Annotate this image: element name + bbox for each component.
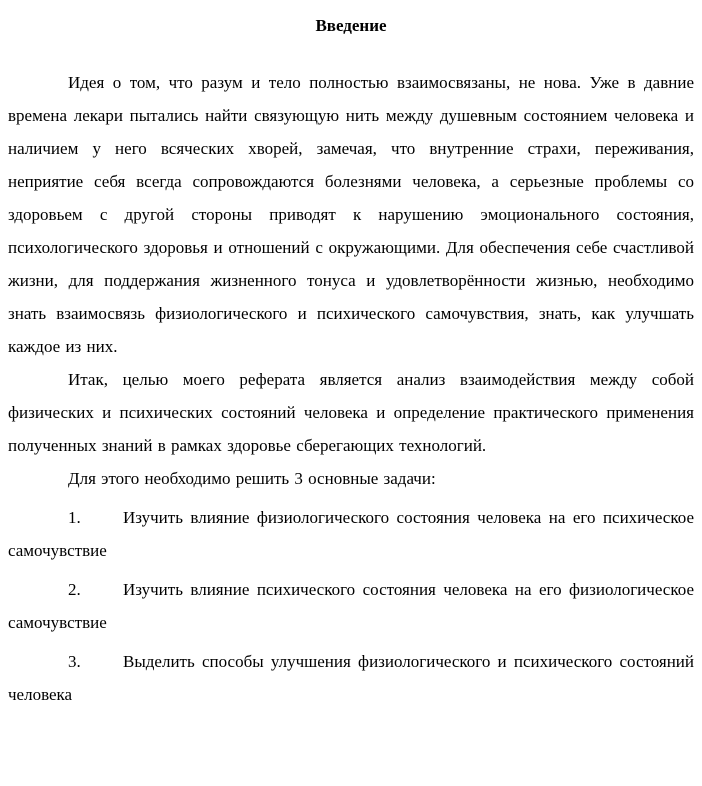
- list-item: [8, 501, 694, 567]
- list-item-number: 1.: [68, 508, 81, 527]
- list-item: [8, 573, 694, 639]
- list-item-number: 3.: [68, 652, 81, 671]
- paragraph-intro: Идея о том, что разум и тело полностью взаимосвязаны, не нова. Уже в давние времена лекари пытались найти связующую нить между душевным состоянием человека и наличием у него всяческих хворей, замечая, что внутренние страхи, переживания, неприятие себя всегда сопровождаются болезнями человека, а серьезные проблемы со здоровьем с другой стороны приводят к нарушению эмоционального состояния, психологического здоровья и отношений с окружающими. Для обеспечения себе счастливой жизни, для поддержания жизненного тонуса и удовлетворённости жизнью, необходимо знать взаимосвязь физиологического и психического самочувствия, знать, как улучшать каждое из них.: [8, 73, 694, 356]
- paragraph-goal: Итак, целью моего реферата является анализ взаимодействия между собой физических и психических состояний человека и определение практического применения полученных знаний в рамках здоровье сберегающих технологий.: [8, 370, 694, 455]
- list-item-text: Выделить способы улучшения физиологического и психического состояний человека: [8, 652, 694, 704]
- list-item: [8, 645, 694, 711]
- list-item-text: Изучить влияние физиологического состояния человека на его психическое самочувствие: [8, 508, 694, 560]
- list-item-number: 2.: [68, 580, 81, 599]
- page-title: Введение: [315, 16, 387, 35]
- list-item-text: Изучить влияние психического состояния человека на его физиологическое самочувствие: [8, 580, 694, 632]
- paragraph-tasks-lead: Для этого необходимо решить 3 основные задачи:: [68, 469, 436, 488]
